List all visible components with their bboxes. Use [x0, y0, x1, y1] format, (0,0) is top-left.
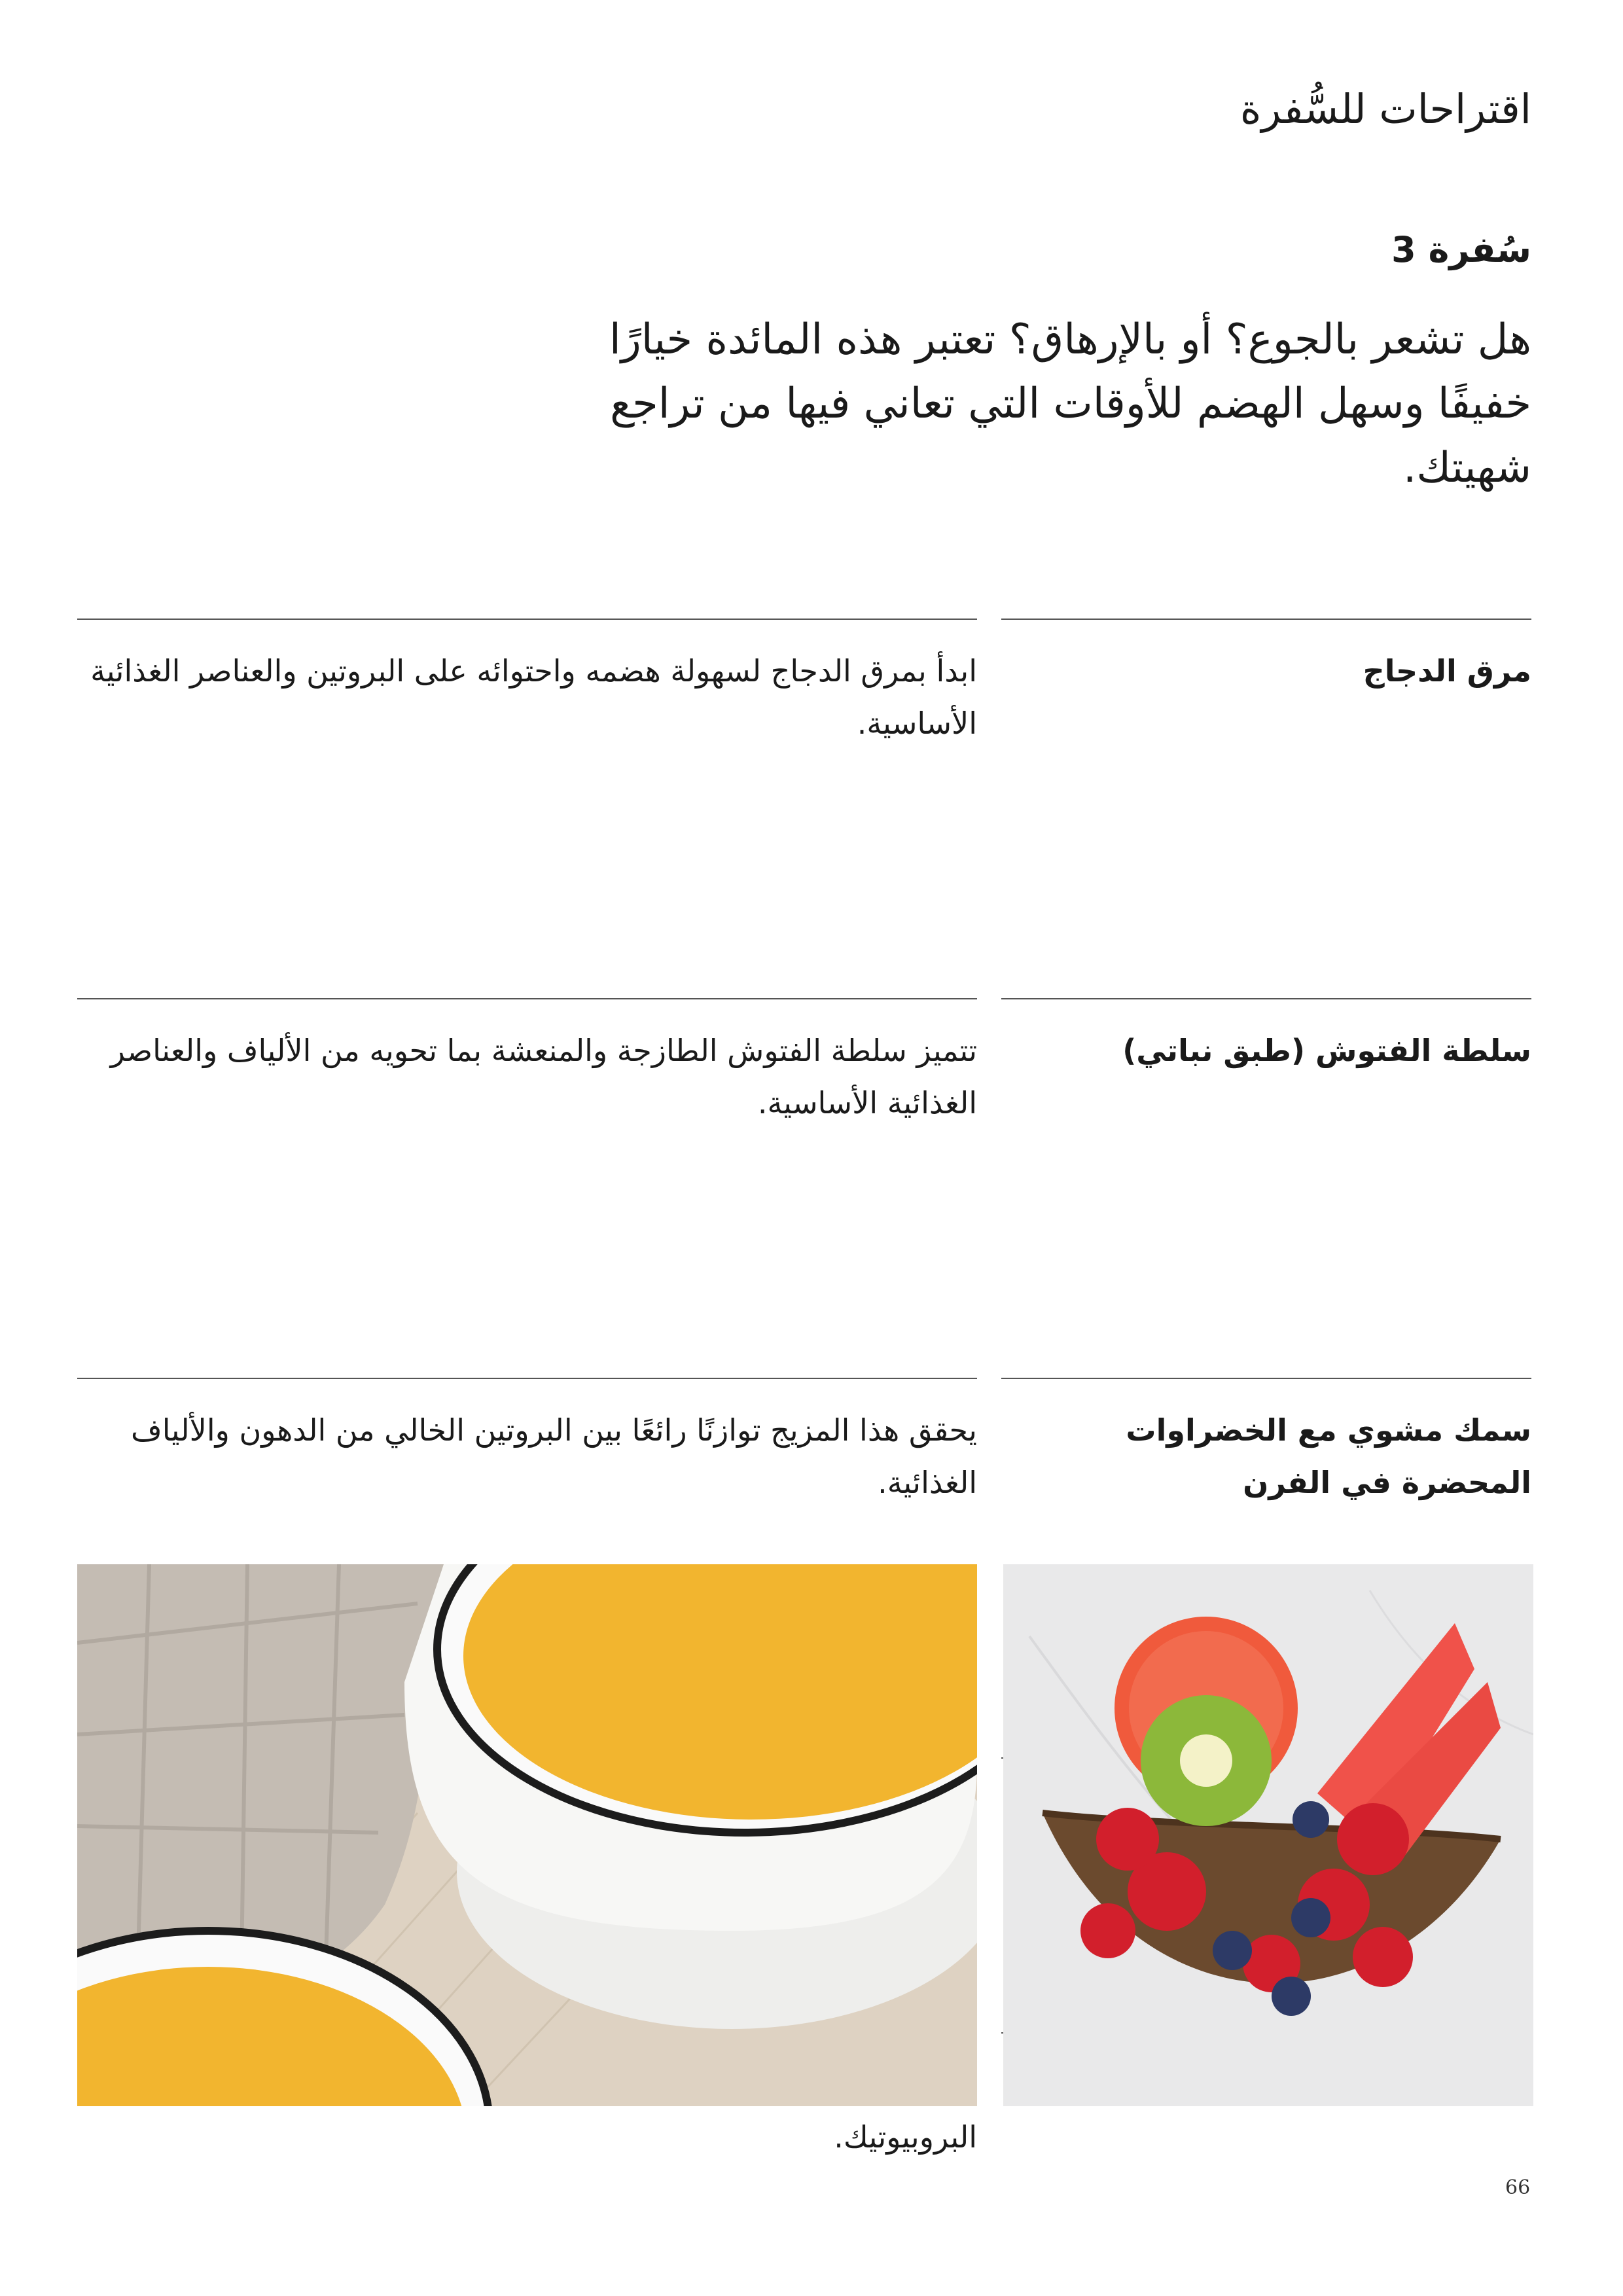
dish-description: يحقق هذا المزيج توازنًا رائعًا بين البروتين الخالي من الدهون والألياف الغذائية.: [131, 1412, 977, 1500]
row-divider: [1001, 1378, 1531, 1379]
dish-description: البروبيوتيك.: [834, 2119, 977, 2155]
meal-label: سُفرة 3: [1391, 229, 1531, 270]
row-divider: [1001, 998, 1531, 999]
row-divider: [1001, 619, 1531, 620]
blueberry: [1293, 1801, 1329, 1838]
chicken-broth-illustration: [77, 1564, 977, 2106]
blueberry: [1272, 1977, 1311, 2016]
dish-table: [77, 619, 1531, 2155]
fruit-bowl-photo: [1003, 1564, 1533, 2106]
blueberry: [1291, 1898, 1330, 1937]
strawberry: [1353, 1927, 1413, 1987]
dish-row: [77, 998, 1531, 1188]
fruit-bowl-illustration: [1003, 1564, 1533, 2106]
page-heading: اقتراحات للسُّفرة: [1240, 85, 1531, 133]
dish-row: [77, 619, 1531, 808]
dish-row: [77, 1378, 1531, 1568]
intro-text: هل تشعر بالجوع؟ أو بالإرهاق؟ تعتبر هذه المائدة خيارًا خفيفًا وسهل الهضم للأوقات التي تعاني فيها من تراجع شهيتك.: [609, 315, 1531, 492]
raspberry: [1096, 1808, 1159, 1871]
dish-description: تتميز سلطة الفتوش الطازجة والمنعشة بما تحويه من الألياف والعناصر الغذائية الأساسية.: [110, 1033, 977, 1121]
dish-name: سلطة الفتوش (طبق نباتي): [1122, 1033, 1531, 1068]
row-divider: [77, 619, 977, 620]
blueberry: [1213, 1931, 1252, 1970]
raspberry: [1080, 1903, 1135, 1958]
row-divider: [77, 998, 977, 999]
dish-description: ابدأ بمرق الدجاج لسهولة هضمه واحتوائه على البروتين والعناصر الغذائية الأساسية.: [90, 653, 977, 741]
page-number: 66: [1505, 2176, 1531, 2199]
dish-name: مرق الدجاج: [1363, 653, 1531, 689]
chicken-broth-photo: [77, 1564, 977, 2106]
row-divider: [77, 1378, 977, 1379]
strawberry: [1337, 1803, 1409, 1875]
dish-name: سمك مشوي مع الخضراوات المحضرة في الفرن: [1126, 1412, 1531, 1500]
